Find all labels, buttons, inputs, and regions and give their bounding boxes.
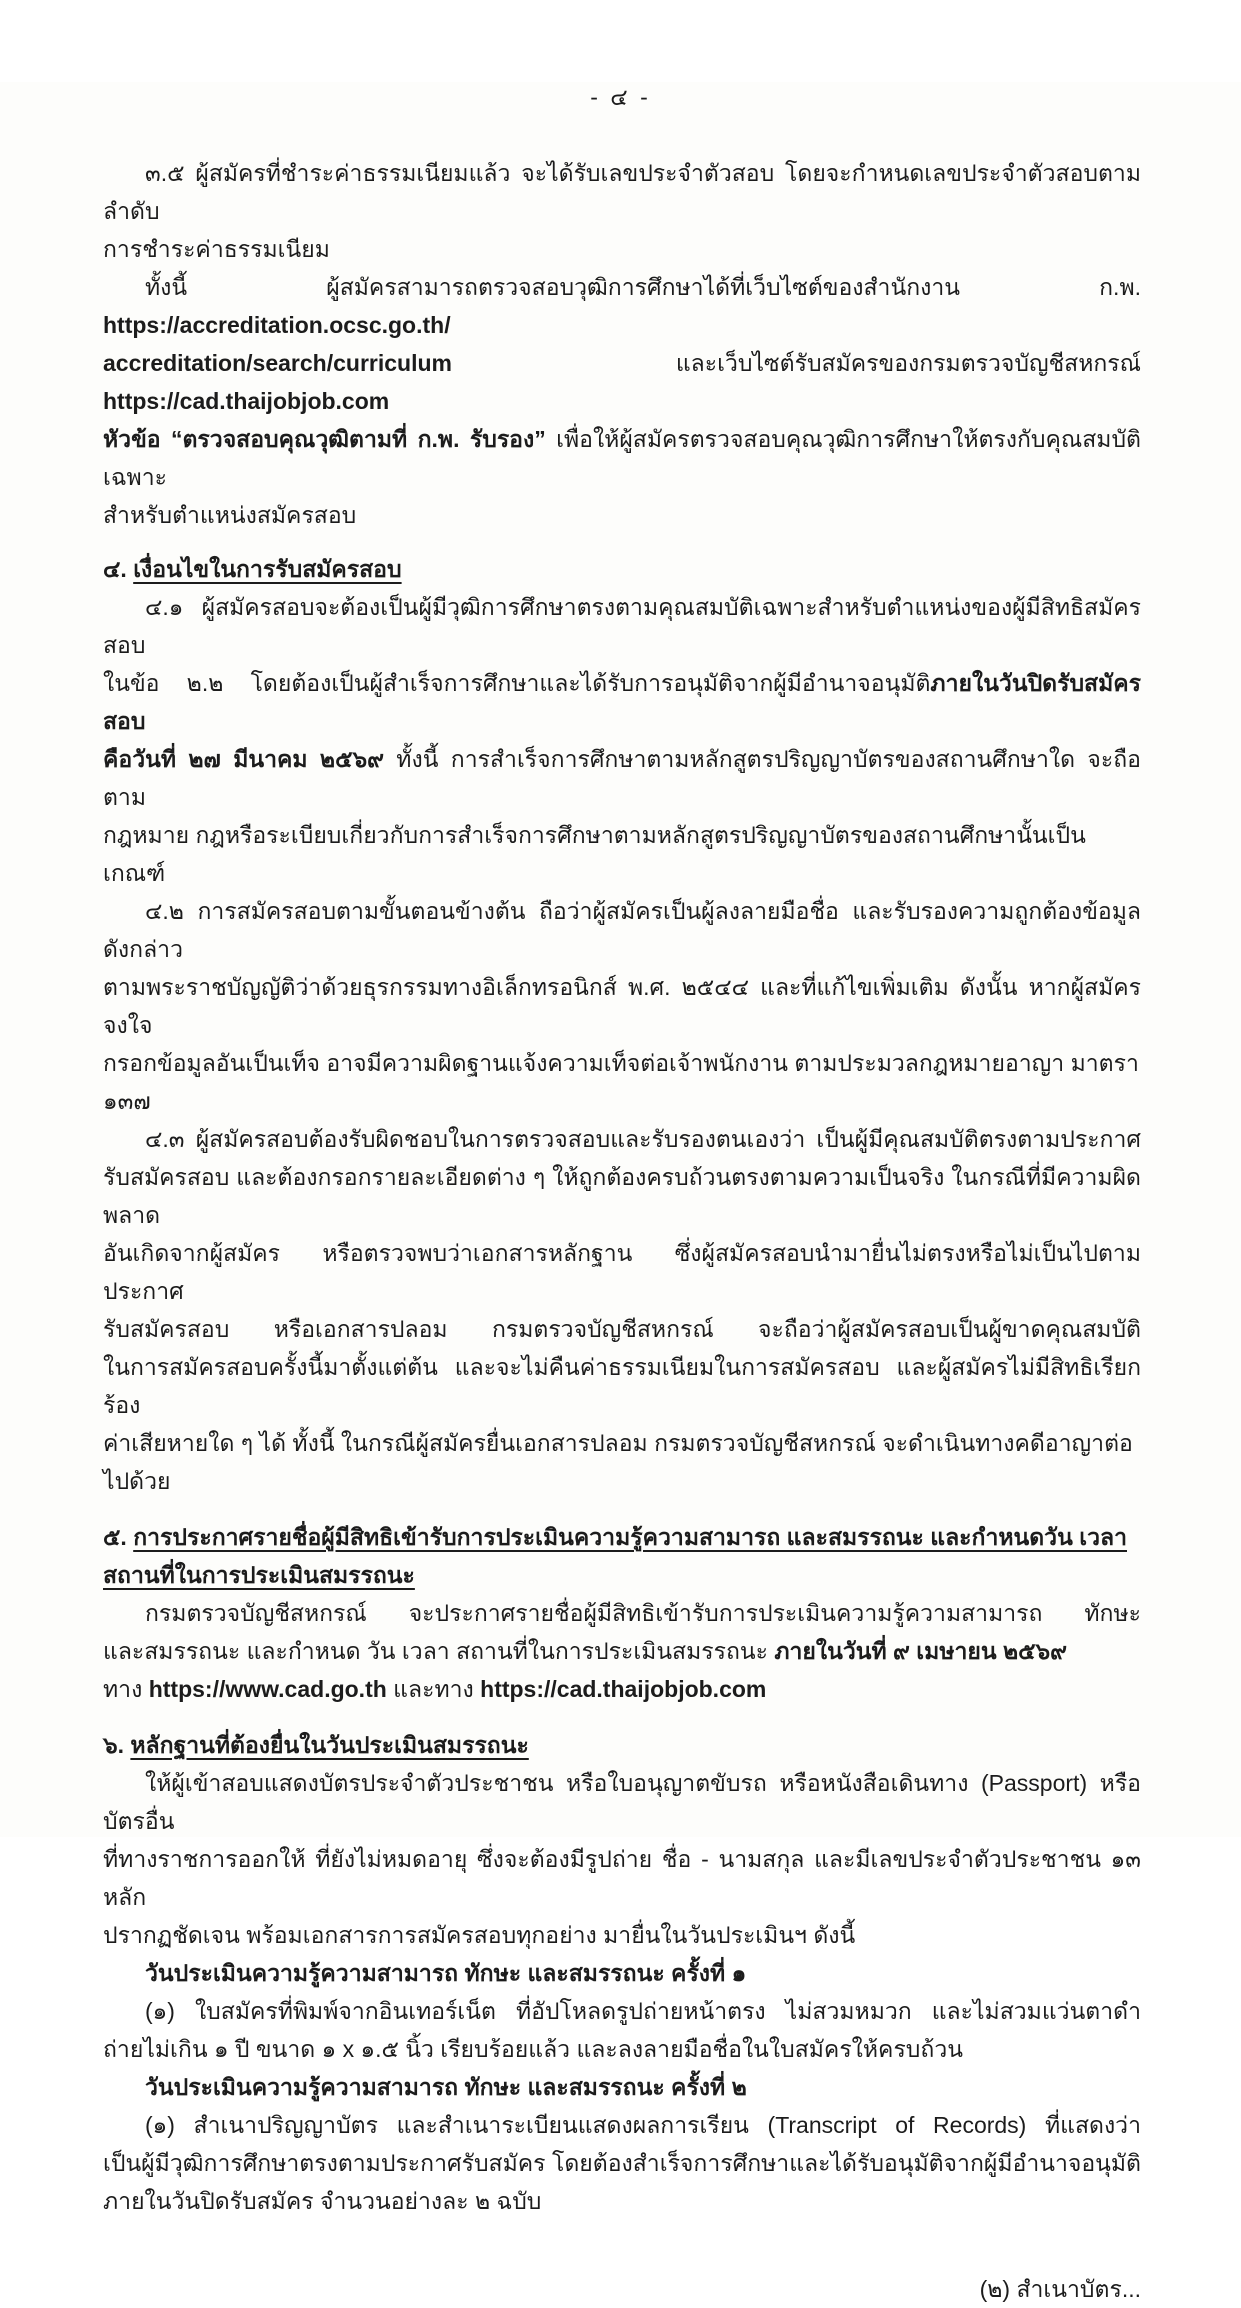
para-verify-line-1 [103,268,1141,344]
text-run: หลักฐานที่ต้องยื่นในวันประเมินสมรรถนะ [130,1732,529,1758]
text-run: กฎหมาย กฎหรือระเบียบเกี่ยวกับการสำเร็จการศึกษาตามหลักสูตรปริญญาบัตรของสถานศึกษานั้นเป็นเกณฑ์ [103,822,1086,886]
para-5-line-2 [103,1632,1141,1670]
para-verify-line-3 [103,420,1141,496]
para-verify-line-2 [103,344,1141,420]
text-run: และเว็บไซต์รับสมัครของกรมตรวจบัญชีสหกรณ์ [451,350,1141,376]
para-6-2-line-2 [103,2144,1141,2182]
text-run: คือวันที่ ๒๗ มีนาคม ๒๕๖๙ [103,746,384,772]
document-page [0,82,1241,2302]
para-4-1-line-2 [103,664,1141,740]
text-run: ให้ผู้เข้าสอบแสดงบัตรประจำตัวประชาชน หรือใบอนุญาตขับรถ หรือหนังสือเดินทาง (Passport) หรือบัตรอื่น [103,1770,1141,1834]
para-4-1-line-3 [103,740,1141,816]
text-run: ๔. [103,556,134,582]
text-run: ที่ทางราชการออกให้ ที่ยังไม่หมดอายุ ซึ่งจะต้องมีรูปถ่าย ชื่อ - นามสกุล และมีเลขประจำตัวประชาชน ๑๓ หลัก [103,1846,1141,1910]
text-run: ๔.๑ ผู้สมัครสอบจะต้องเป็นผู้มีวุฒิการศึกษาตรงตามคุณสมบัติเฉพาะสำหรับตำแหน่งของผู้มีสิทธิสมัครสอบ [103,594,1141,658]
para-6-line-1 [103,1764,1141,1840]
text-run: ทั้งนี้ การสำเร็จการศึกษาตามหลักสูตรปริญญาบัตรของสถานศึกษาใด จะถือตาม [103,746,1141,810]
text-run: เป็นผู้มีวุฒิการศึกษาตรงตามประกาศรับสมัคร โดยต้องสำเร็จการศึกษาและได้รับอนุมัติจากผู้มีอำนาจอนุมัติ [103,2150,1141,2176]
text-run: (๒) สำเนาบัตร... [979,2276,1141,2302]
text-run: วันประเมินความรู้ความสามารถ ทักษะ และสมรรถนะ ครั้งที่ ๒ [145,2074,747,2100]
text-run: ๖. [103,1732,131,1758]
section-5-heading-line-2 [103,1556,1141,1594]
para-4-3-line-1 [103,1120,1141,1158]
text-run: อันเกิดจากผู้สมัคร หรือตรวจพบว่าเอกสารหลักฐาน ซึ่งผู้สมัครสอบนำมายื่นไม่ตรงหรือไม่เป็นไปตามประกาศ [103,1240,1141,1304]
para-4-3-line-2 [103,1158,1141,1234]
text-run: https://www.cad.go.th [148,1676,387,1702]
text-run: ๔.๒ การสมัครสอบตามขั้นตอนข้างต้น ถือว่าผู้สมัครเป็นผู้ลงลายมือชื่อ และรับรองความถูกต้องข้อมูลดังกล่าว [103,898,1141,962]
text-run: เงื่อนไขในการรับสมัครสอบ [133,556,402,582]
text-run: ตามพระราชบัญญัติว่าด้วยธุรกรรมทางอิเล็กทรอนิกส์ พ.ศ. ๒๕๔๔ และที่แก้ไขเพิ่มเติม ดังนั้น หากผู้สมัครจงใจ [103,974,1141,1038]
para-6-line-3 [103,1916,1141,1954]
para-3-5-line-2 [103,230,1141,268]
text-run: วันประเมินความรู้ความสามารถ ทักษะ และสมรรถนะ ครั้งที่ ๑ [145,1960,747,1986]
text-run: ๔.๓ ผู้สมัครสอบต้องรับผิดชอบในการตรวจสอบและรับรองตนเองว่า เป็นผู้มีคุณสมบัติตรงตามประกาศ [145,1126,1141,1152]
para-6-line-2 [103,1840,1141,1916]
para-4-2-line-3 [103,1044,1141,1120]
text-run: ในการสมัครสอบครั้งนี้มาตั้งแต่ต้น และจะไม่คืนค่าธรรมเนียมในการสมัครสอบ และผู้สมัครไม่มีสิทธิเรียกร้อง [103,1354,1141,1418]
text-run: และสมรรถนะ และกำหนด วัน เวลา สถานที่ในการประเมินสมรรถนะ [103,1638,775,1664]
text-run: กรมตรวจบัญชีสหกรณ์ จะประกาศรายชื่อผู้มีสิทธิเข้ารับการประเมินความรู้ความสามารถ ทักษะ [145,1600,1141,1626]
para-6-2-line-1 [103,2106,1141,2144]
section-4-heading [103,550,1141,588]
text-run: รับสมัครสอบ และต้องกรอกรายละเอียดต่าง ๆ ให้ถูกต้องครบถ้วนตรงตามความเป็นจริง ในกรณีที่มีความผิดพลาด [103,1164,1141,1228]
para-5-line-3 [103,1670,1141,1708]
text-run: กรอกข้อมูลอันเป็นเท็จ อาจมีความผิดฐานแจ้งความเท็จต่อเจ้าพนักงาน ตามประมวลกฎหมายอาญา มาตรา ๑๓๗ [103,1050,1139,1114]
text-run: ทั้งนี้ ผู้สมัครสามารถตรวจสอบวุฒิการศึกษาได้ที่เว็บไซต์ของสำนักงาน ก.พ. [145,274,1141,300]
text-run: https://cad.thaijobjob.com [480,1676,767,1702]
para-4-1-line-4 [103,816,1141,892]
text-run: สำหรับตำแหน่งสมัครสอบ [103,502,357,528]
para-3-5-line-1 [103,154,1141,230]
para-4-2-line-2 [103,968,1141,1044]
para-6-1-line-2 [103,2030,1141,2068]
text-run: ๕. [103,1524,134,1550]
text-run: และทาง [386,1676,481,1702]
para-4-2-line-1 [103,892,1141,968]
para-4-3-line-6 [103,1424,1141,1500]
text-run: ถ่ายไม่เกิน ๑ ปี ขนาด ๑ x ๑.๕ นิ้ว เรียบร้อยแล้ว และลงลายมือชื่อในใบสมัครให้ครบถ้วน [103,2036,963,2062]
para-4-3-line-5 [103,1348,1141,1424]
text-run: หัวข้อ “ตรวจสอบคุณวุฒิตามที่ ก.พ. รับรอง” [103,426,546,452]
text-run: ภายในวันปิดรับสมัคร จำนวนอย่างละ ๒ ฉบับ [103,2188,542,2214]
text-run: การชำระค่าธรรมเนียม [103,236,330,262]
section-6-heading [103,1726,1141,1764]
text-run: การประกาศรายชื่อผู้มีสิทธิเข้ารับการประเมินความรู้ความสามารถ และสมรรถนะ และกำหนดวัน เวลา [133,1524,1127,1550]
text-run: https://cad.thaijobjob.com [103,388,390,414]
text-run: (๑) สำเนาปริญญาบัตร และสำเนาระเบียนแสดงผลการเรียน (Transcript of Records) ที่แสดงว่า [145,2112,1141,2138]
continuation-marker [103,2270,1141,2308]
section-5-heading-line-1 [103,1518,1141,1556]
text-run: ในข้อ ๒.๒ โดยต้องเป็นผู้สำเร็จการศึกษาและได้รับการอนุมัติจากผู้มีอำนาจอนุมัติ [103,670,931,696]
text-run: ปรากฏชัดเจน พร้อมเอกสารการสมัครสอบทุกอย่าง มายื่นในวันประเมินฯ ดังนี้ [103,1922,856,1948]
para-4-1-line-1 [103,588,1141,664]
page-number: - ๔ - [590,84,651,110]
para-verify-line-4 [103,496,1141,534]
text-run: ทาง [103,1676,149,1702]
text-run: รับสมัครสอบ หรือเอกสารปลอม กรมตรวจบัญชีสหกรณ์ จะถือว่าผู้สมัครสอบเป็นผู้ขาดคุณสมบัติ [103,1316,1141,1342]
text-run: https://accreditation.ocsc.go.th/ [103,312,451,338]
para-6-2-line-3 [103,2182,1141,2220]
document-body [0,154,1241,2308]
para-4-3-line-3 [103,1234,1141,1310]
para-4-3-line-4 [103,1310,1141,1348]
para-6-1-line-1 [103,1992,1141,2030]
text-run: (๑) ใบสมัครที่พิมพ์จากอินเทอร์เน็ต ที่อัปโหลดรูปถ่ายหน้าตรง ไม่สวมหมวก และไม่สวมแว่นตาดำ [145,1998,1141,2024]
subheading-assessment-day-2 [103,2068,1141,2106]
text-run: สถานที่ในการประเมินสมรรถนะ [103,1562,415,1588]
text-run: accreditation/search/curriculum [103,350,452,376]
text-run: ๓.๕ ผู้สมัครที่ชำระค่าธรรมเนียมแล้ว จะได้รับเลขประจำตัวสอบ โดยจะกำหนดเลขประจำตัวสอบตามลำดับ [103,160,1141,224]
subheading-assessment-day-1 [103,1954,1141,1992]
text-run: ภายในวันปิดรับสมัครสอบ [103,670,1141,734]
text-run: เพื่อให้ผู้สมัครตรวจสอบคุณวุฒิการศึกษาให้ตรงกับคุณสมบัติเฉพาะ [103,426,1141,490]
text-run: ค่าเสียหายใด ๆ ได้ ทั้งนี้ ในกรณีผู้สมัครยื่นเอกสารปลอม กรมตรวจบัญชีสหกรณ์ จะดำเนินทางคดีอาญาต่อไปด้วย [103,1430,1133,1494]
text-run: ภายในวันที่ ๙ เมษายน ๒๕๖๙ [774,1638,1067,1664]
para-5-line-1 [103,1594,1141,1632]
